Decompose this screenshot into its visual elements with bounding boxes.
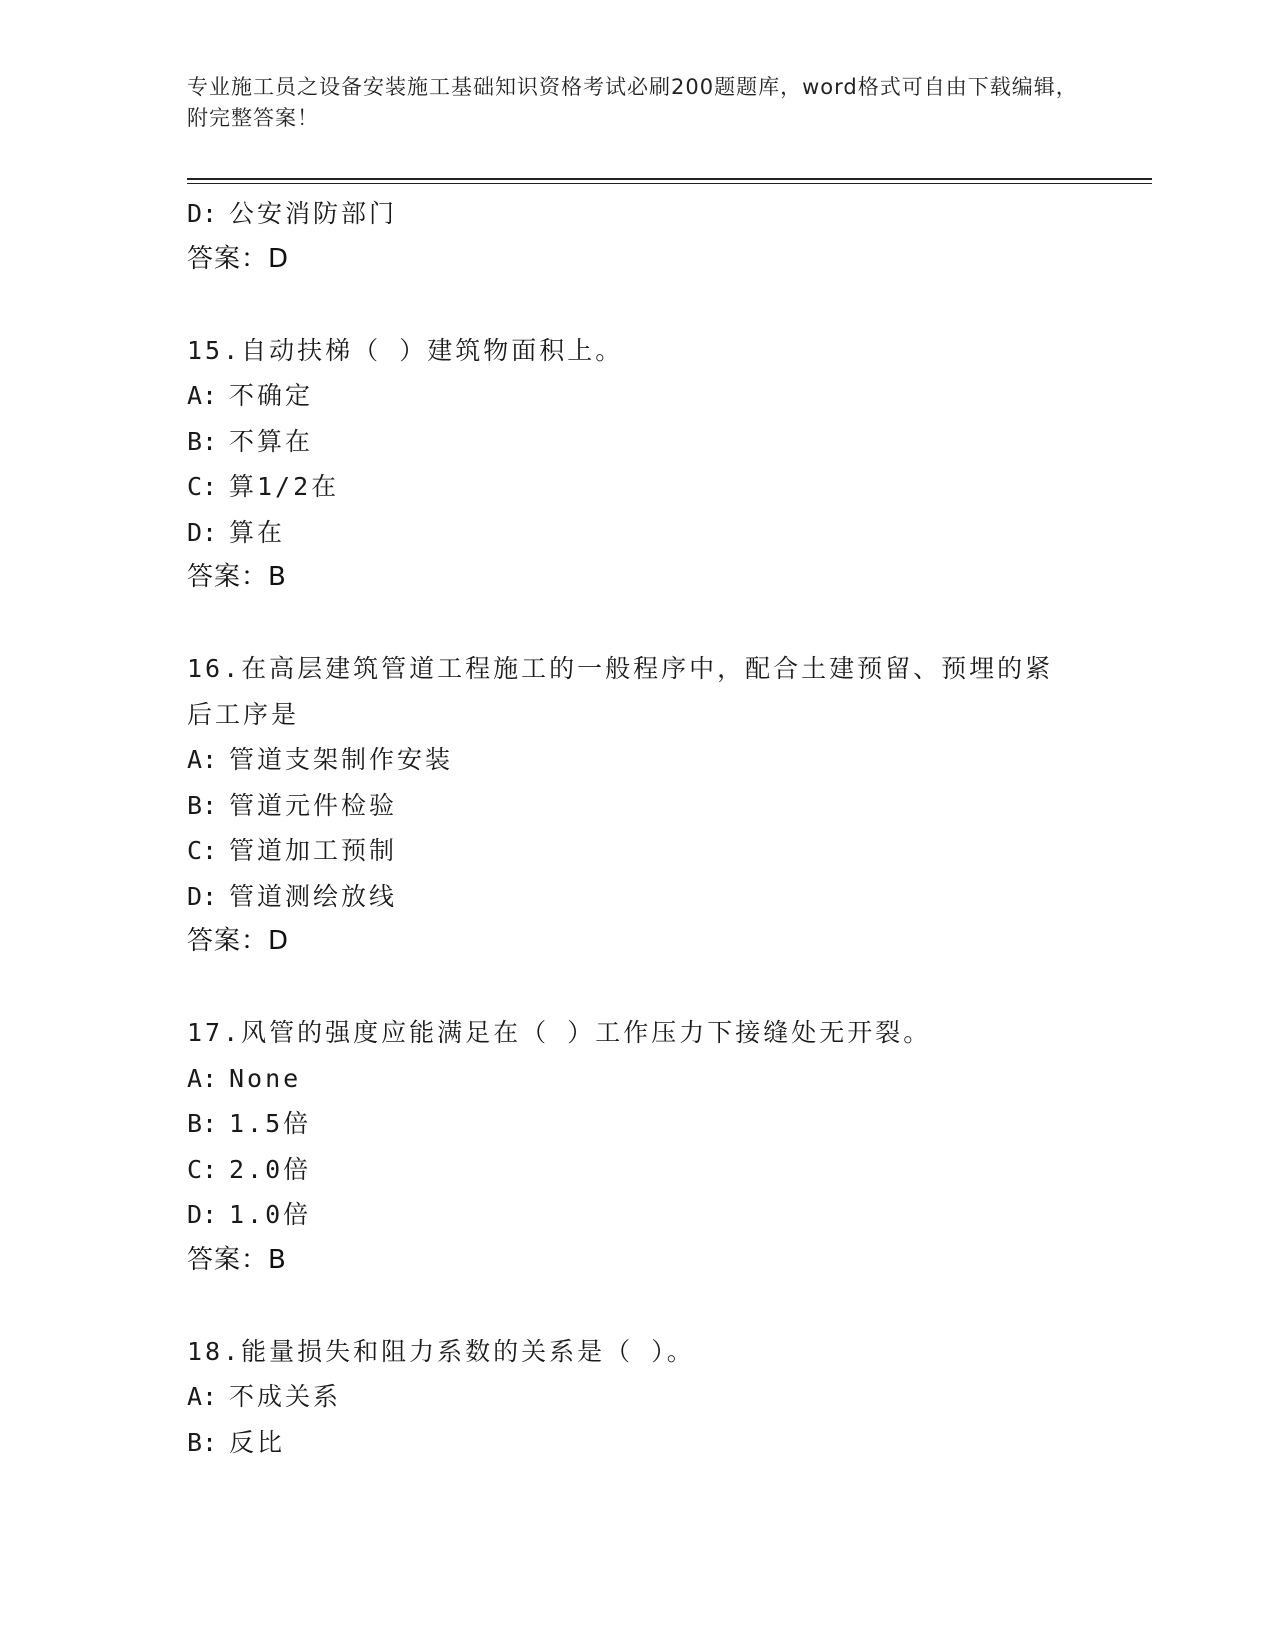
option-c (187, 828, 1087, 874)
option-c (187, 1147, 1087, 1193)
option-key: B: (187, 426, 218, 456)
spacer (187, 965, 1087, 1011)
option-b (187, 419, 1087, 465)
option-a (187, 373, 1087, 419)
header-rule-thick (187, 178, 1152, 180)
option-key: C: (187, 1154, 218, 1184)
option-a (187, 737, 1087, 783)
question-stem: 18.能量损失和阻力系数的关系是（ ）。 (187, 1336, 695, 1366)
answer-line: 答案：B (187, 562, 287, 592)
option-text: 管道加工预制 (229, 836, 398, 865)
option-text: 不算在 (229, 426, 314, 456)
option-key: A: (187, 381, 218, 410)
document-header (187, 72, 1087, 134)
option-key: A: (187, 1382, 218, 1411)
header-title: 专业施工员之设备安装施工基础知识资格考试必刷200题题库，word格式可自由下载编辑，附完整答案！ (187, 75, 1078, 130)
option-text: 管道支架制作安装 (229, 745, 454, 774)
spacer (187, 282, 1087, 328)
option-text: 不确定 (229, 381, 314, 410)
option-key: C: (187, 472, 218, 501)
option-key: A: (187, 1063, 218, 1093)
option-text: None (229, 1063, 302, 1093)
option-text: 2.0倍 (229, 1154, 312, 1184)
option-key: B: (187, 790, 218, 820)
question-stem: 17.风管的强度应能满足在（ ）工作压力下接缝处无开裂。 (187, 1018, 932, 1047)
spacer (187, 1283, 1087, 1329)
option-d (187, 191, 1087, 237)
option-text: 管道测绘放线 (229, 881, 398, 911)
option-text: 1.0倍 (229, 1200, 312, 1229)
option-key: D: (187, 1200, 218, 1229)
option-a (187, 1374, 1087, 1420)
option-text: 1.5倍 (229, 1109, 312, 1138)
answer-line: 答案：B (187, 1244, 287, 1275)
option-text: 反比 (229, 1427, 286, 1457)
answer-line: 答案：D (187, 243, 290, 274)
header-rule-thin (187, 183, 1152, 184)
option-b (187, 783, 1087, 829)
option-b (187, 1420, 1087, 1466)
option-d (187, 510, 1087, 556)
option-d (187, 874, 1087, 920)
option-text: 算在 (229, 517, 286, 547)
option-d (187, 1192, 1087, 1238)
option-a (187, 1056, 1087, 1102)
option-text: 公安消防部门 (229, 199, 398, 228)
option-key: B: (187, 1109, 218, 1138)
option-b (187, 1101, 1087, 1147)
option-text: 算1/2在 (229, 472, 340, 501)
option-text: 管道元件检验 (229, 790, 398, 820)
question-stem: 16.在高层建筑管道工程施工的一般程序中，配合土建预留、预埋的紧后工序是 (187, 654, 1054, 729)
option-c (187, 464, 1087, 510)
option-key: D: (187, 517, 218, 547)
document-body (187, 191, 1087, 1465)
question-stem: 15.自动扶梯（ ）建筑物面积上。 (187, 335, 624, 365)
option-key: B: (187, 1427, 218, 1457)
option-key: D: (187, 881, 218, 911)
answer-line: 答案：D (187, 926, 290, 956)
option-text: 不成关系 (229, 1382, 342, 1411)
spacer (187, 601, 1087, 647)
option-key: C: (187, 836, 218, 865)
option-key: D: (187, 199, 218, 228)
option-key: A: (187, 745, 218, 774)
